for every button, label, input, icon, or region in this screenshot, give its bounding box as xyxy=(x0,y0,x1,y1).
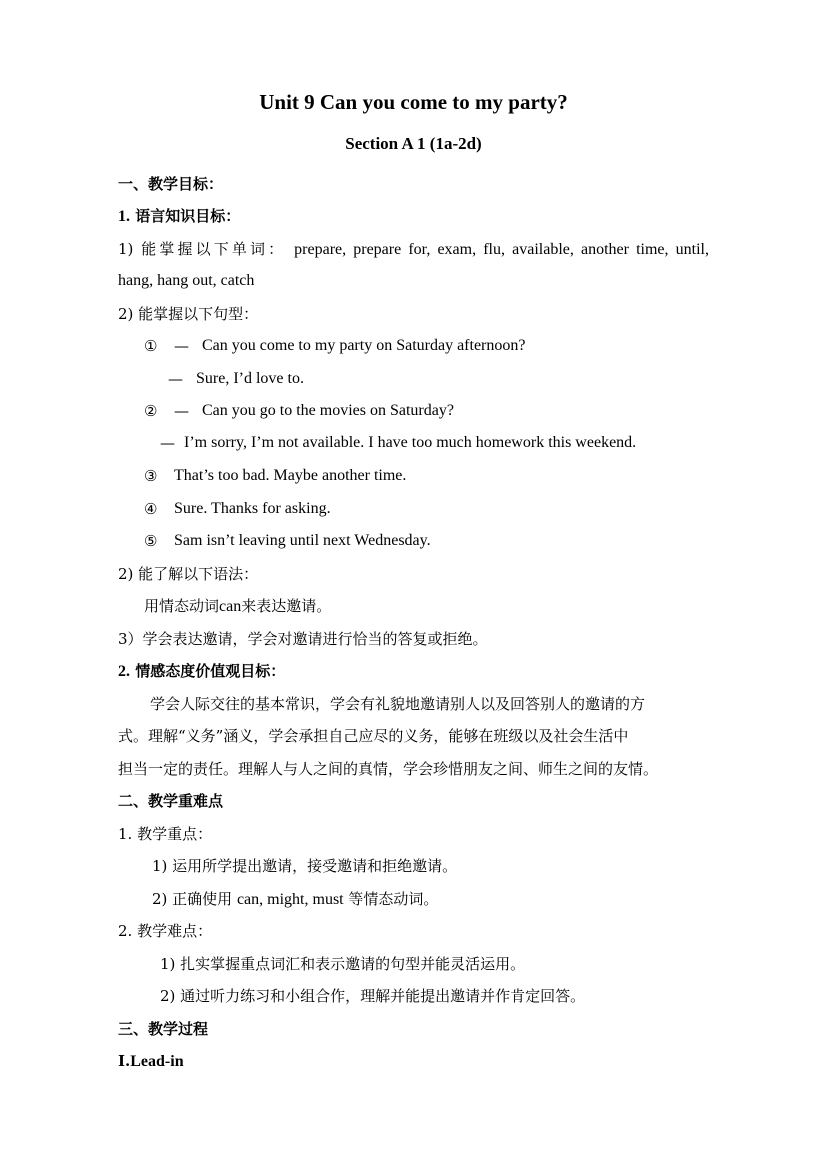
subheading-text: 语言知识目标： xyxy=(135,207,241,225)
grammar-keyword: can xyxy=(219,598,242,615)
sentence-text: I’m sorry, I’m not available. I have too much homework this weekend. xyxy=(184,434,637,451)
sentence-text: Sure. Thanks for asking. xyxy=(174,500,331,517)
document-title: Unit 9 Can you come to my party? xyxy=(259,90,568,114)
grammar-item xyxy=(144,596,331,616)
dash-mark: — xyxy=(168,370,183,388)
emotion-paragraph-line-3: 担当一定的责任。理解人与人之间的真情，学会珍惜朋友之间、师生之间的友情。 xyxy=(118,760,659,778)
emotion-paragraph-line-1: 学会人际交往的基本常识，学会有礼貌地邀请别人以及回答别人的邀请的方 xyxy=(150,695,646,713)
lead-in-heading xyxy=(118,1051,184,1071)
sentence-text: Can you come to my party on Saturday afternoon? xyxy=(202,337,526,354)
sentence-number: ③ xyxy=(144,467,158,485)
sentence-2 xyxy=(144,401,454,421)
lead-in-text: Lead-in xyxy=(130,1053,184,1070)
sentence-text: Sam isn’t leaving until next Wednesday. xyxy=(174,532,431,549)
sentence-number: ① xyxy=(144,337,158,355)
key-point-2-pre: 2) 正确使用 xyxy=(152,890,233,908)
difficult-points-label: 2. 教学难点： xyxy=(118,922,213,940)
key-point-1: 1) 运用所学提出邀请，接受邀请和拒绝邀请。 xyxy=(152,857,458,875)
sentence-5 xyxy=(144,531,431,551)
dash-mark: — xyxy=(160,434,175,452)
sentence-2-reply xyxy=(160,433,636,453)
vocab-words-1: prepare, prepare for, exam, flu, available, another time, until, xyxy=(294,241,709,258)
difficult-point-2: 2) 通过听力练习和小组合作，理解并能提出邀请并作肯定回答。 xyxy=(160,987,586,1005)
sentence-text: Can you go to the movies on Saturday? xyxy=(202,402,454,419)
sentence-4 xyxy=(144,499,331,519)
section-heading-objectives: 一、教学目标： xyxy=(118,175,224,193)
sentence-1-reply xyxy=(168,369,304,389)
lead-in-number: Ⅰ. xyxy=(118,1052,131,1070)
section-heading-key-points: 二、教学重难点 xyxy=(118,792,224,810)
subheading-number: 1. xyxy=(118,208,130,225)
objective-3: 3）学会表达邀请，学会对邀请进行恰当的答复或拒绝。 xyxy=(118,630,488,648)
key-point-2-post: 等情态动词。 xyxy=(348,890,439,908)
grammar-text-pre: 用情态动词 xyxy=(144,597,220,615)
vocab-line-1 xyxy=(118,239,709,259)
document-subtitle: Section A 1 (1a-2d) xyxy=(345,134,482,153)
vocab-label: 1) 能掌握以下单词： xyxy=(118,240,287,258)
subheading-language-goals xyxy=(118,206,240,226)
key-points-label: 1. 教学重点： xyxy=(118,825,213,843)
sentence-number: ④ xyxy=(144,500,158,518)
subheading-emotion-goals xyxy=(118,661,285,681)
dash-mark: — xyxy=(174,402,189,420)
emotion-paragraph-line-2: 式。理解“义务”涵义，学会承担自己应尽的义务，能够在班级以及社会生活中 xyxy=(118,727,629,745)
dash-mark: — xyxy=(174,337,189,355)
subheading-text: 情感态度价值观目标： xyxy=(135,662,286,680)
grammar-label: 2) 能了解以下语法： xyxy=(118,565,259,583)
difficult-point-1: 1) 扎实掌握重点词汇和表示邀请的句型并能灵活运用。 xyxy=(160,955,526,973)
sentence-1 xyxy=(144,336,525,356)
sentence-pattern-label: 2) 能掌握以下句型： xyxy=(118,305,259,323)
key-point-2 xyxy=(152,889,438,909)
sentence-3 xyxy=(144,466,406,486)
grammar-text-post: 来表达邀请。 xyxy=(241,597,332,615)
sentence-number: ⑤ xyxy=(144,532,158,550)
subheading-number: 2. xyxy=(118,663,130,680)
section-heading-process: 三、教学过程 xyxy=(118,1020,209,1038)
sentence-number: ② xyxy=(144,402,158,420)
vocab-line-2: hang, hang out, catch xyxy=(118,272,255,289)
key-point-2-words: can, might, must xyxy=(236,891,344,908)
sentence-text: Sure, I’d love to. xyxy=(196,370,304,387)
sentence-text: That’s too bad. Maybe another time. xyxy=(174,467,407,484)
